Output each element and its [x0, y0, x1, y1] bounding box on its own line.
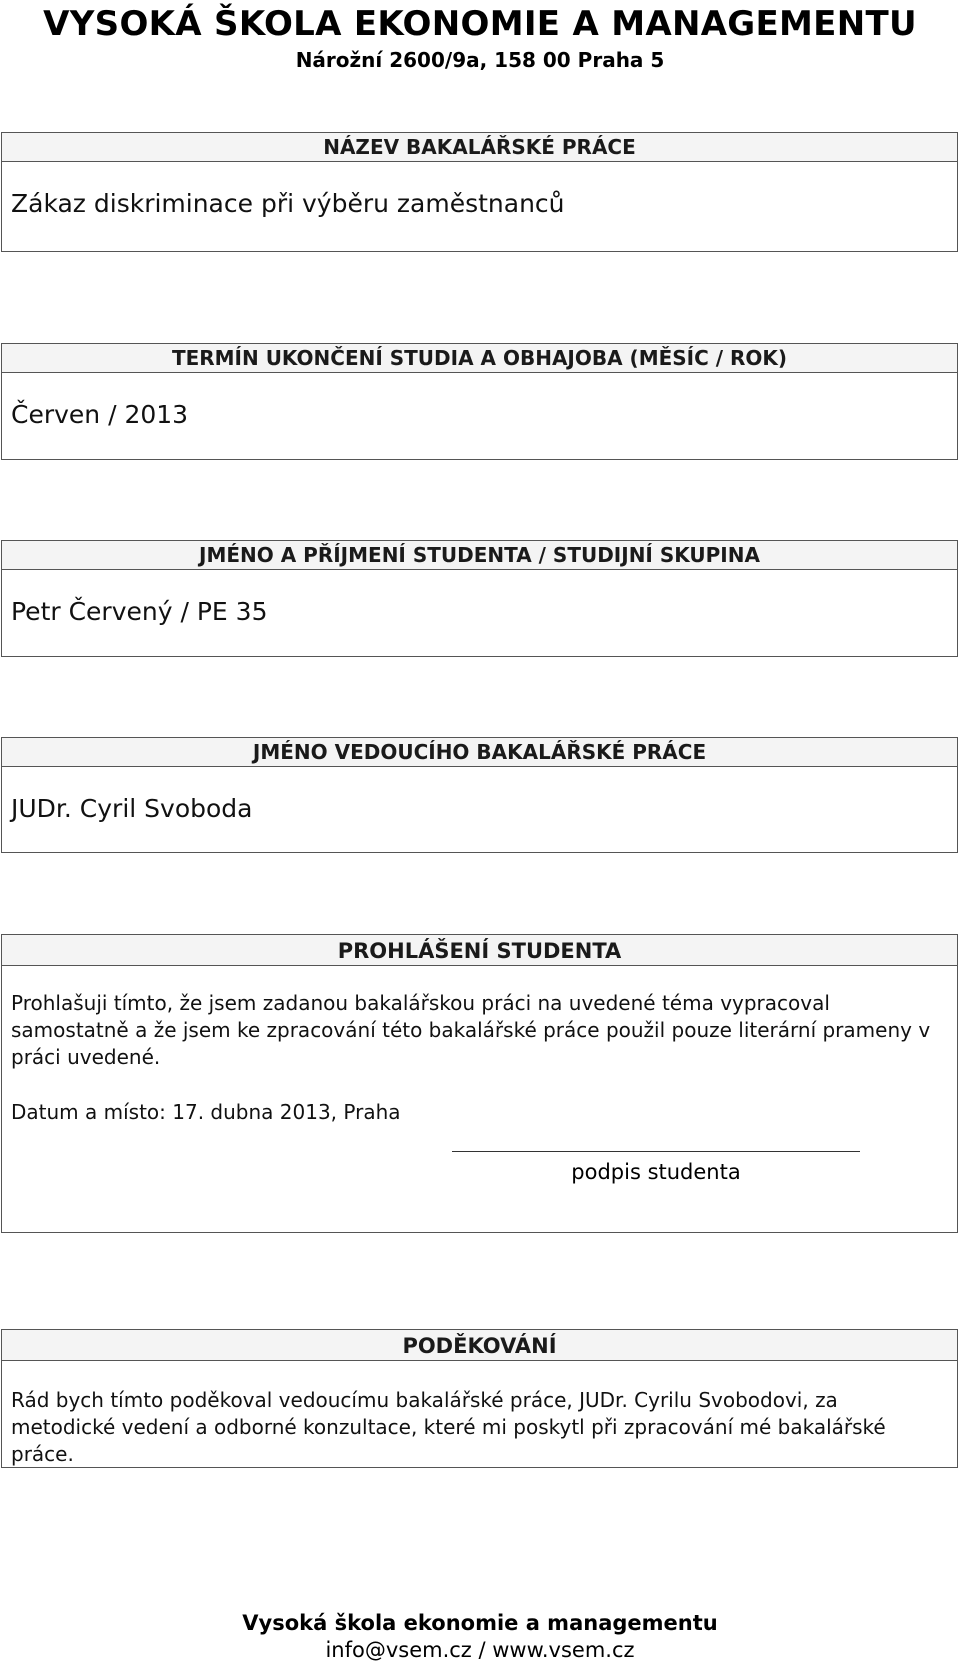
completion-label: TERMÍN UKONČENÍ STUDIA A OBHAJOBA (MĚSÍC / ROK) — [2, 344, 957, 373]
supervisor-box — [1, 737, 958, 853]
footer-institution: Vysoká škola ekonomie a managementu — [242, 1611, 718, 1635]
acknowledgement-text: Rád bych tímto poděkoval vedoucímu bakalářské práce, JUDr. Cyrilu Svobodovi, za metodické vedení a odborné konzultace, které mi poskytl při zpracování mé bakalářské práce. — [11, 1388, 886, 1466]
student-box — [1, 540, 958, 657]
thesis-title-value: Zákaz diskriminace při výběru zaměstnanců — [11, 189, 565, 218]
declaration-text: Prohlašuji tímto, že jsem zadanou bakalářskou práci na uvedené téma vypracoval samostatně a že jsem ke zpracování této bakalářské práce použil pouze literární prameny v práci uvedené. — [11, 991, 931, 1069]
declaration-box — [1, 934, 958, 1233]
acknowledgement-label: PODĚKOVÁNÍ — [2, 1330, 957, 1361]
supervisor-value: JUDr. Cyril Svoboda — [11, 794, 253, 823]
supervisor-label: JMÉNO VEDOUCÍHO BAKALÁŘSKÉ PRÁCE — [2, 738, 957, 767]
footer-contact: info@vsem.cz / www.vsem.cz — [325, 1638, 635, 1662]
declaration-label: PROHLÁŠENÍ STUDENTA — [2, 935, 957, 966]
student-label: JMÉNO A PŘÍJMENÍ STUDENTA / STUDIJNÍ SKUPINA — [2, 541, 957, 570]
completion-value: Červen / 2013 — [11, 400, 189, 429]
student-value: Petr Červený / PE 35 — [11, 597, 268, 626]
thesis-title-box — [1, 132, 958, 252]
signature-caption: podpis studenta — [571, 1160, 741, 1184]
institution-address: Nárožní 2600/9a, 158 00 Praha 5 — [295, 48, 665, 72]
acknowledgement-box — [1, 1329, 958, 1468]
institution-title: VYSOKÁ ŠKOLA EKONOMIE A MANAGEMENTU — [43, 4, 917, 44]
declaration-date-place: Datum a místo: 17. dubna 2013, Praha — [11, 1100, 401, 1124]
signature-line — [452, 1151, 860, 1152]
thesis-title-label: NÁZEV BAKALÁŘSKÉ PRÁCE — [2, 133, 957, 162]
completion-box — [1, 343, 958, 460]
